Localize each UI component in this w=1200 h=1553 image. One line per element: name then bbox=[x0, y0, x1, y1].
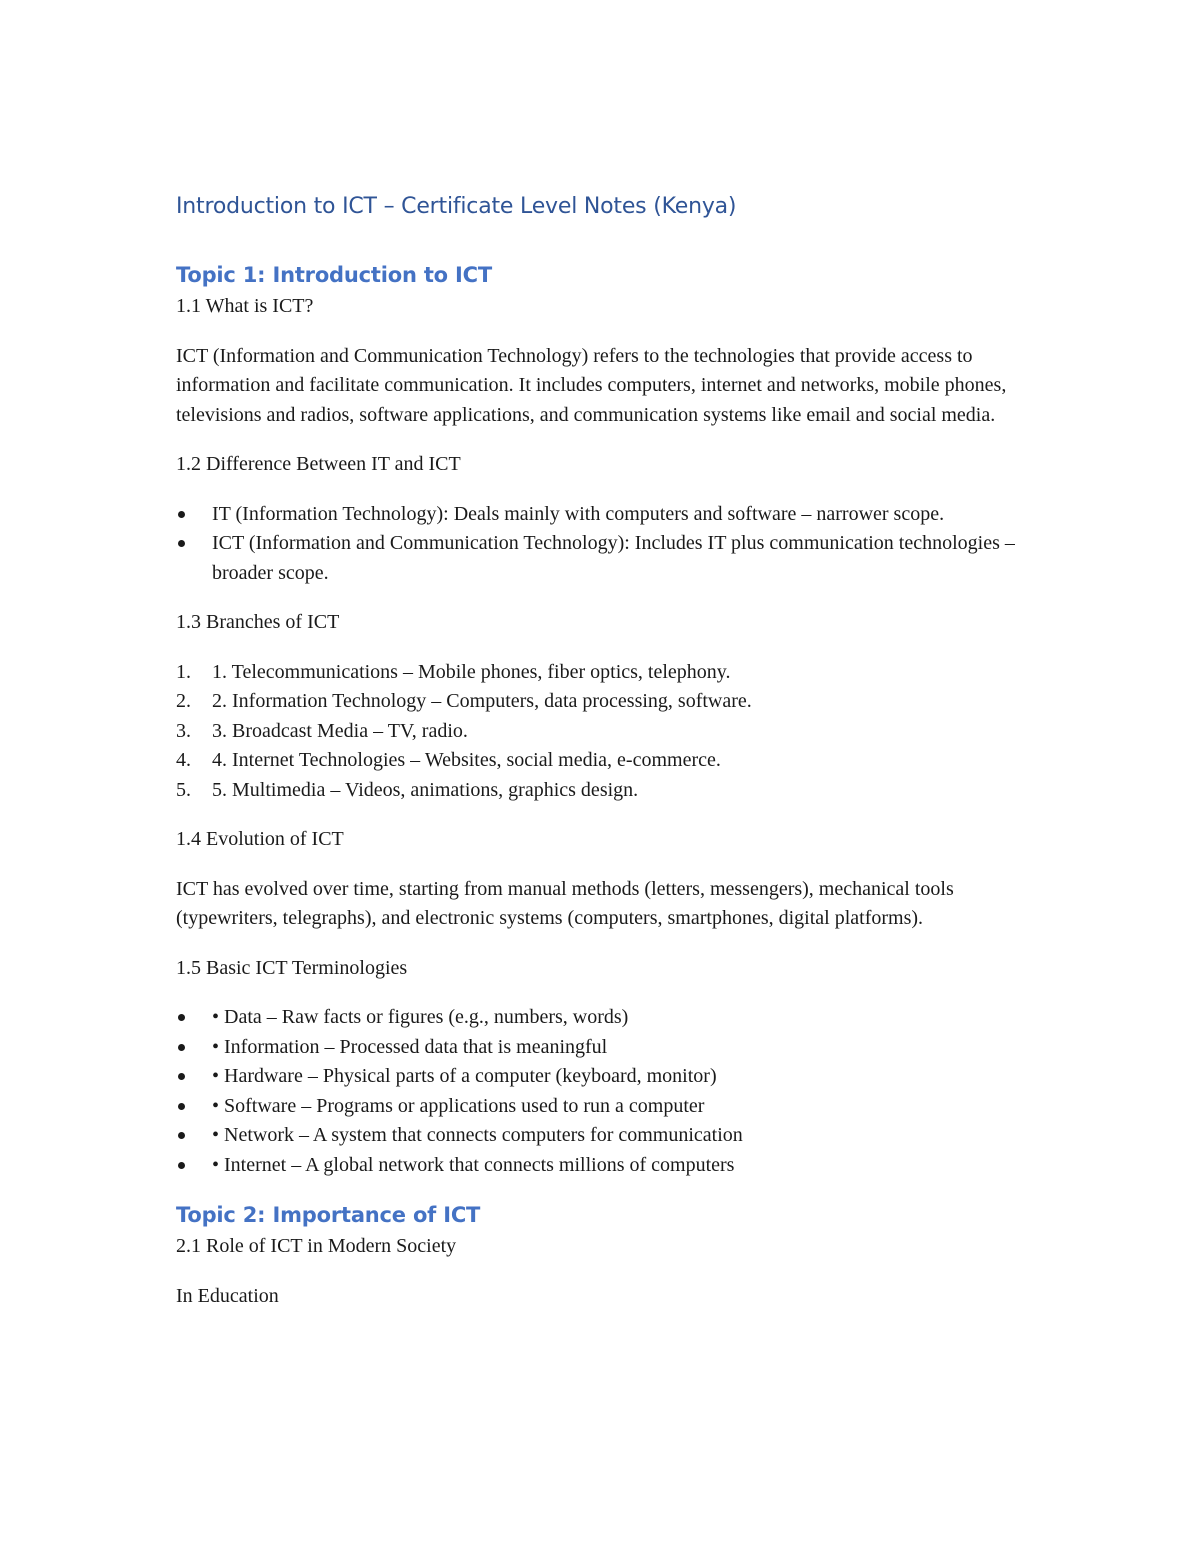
section-1-1-paragraph: ICT (Information and Communication Technology) refers to the technologies that provide access to information and facilitate communication. It includes computers, internet and networks, mobile phones, televisions and radios, software applications, and communication systems like email and social media. bbox=[176, 344, 1007, 426]
bullet-icon bbox=[178, 540, 185, 547]
section-1-3-list bbox=[176, 658, 1036, 806]
list-item-text: ICT (Information and Communication Technology): Includes IT plus communication technologies – broader scope. bbox=[212, 532, 1015, 584]
list-item bbox=[176, 776, 1036, 806]
list-item-text: • Network – A system that connects computers for communication bbox=[212, 1124, 743, 1146]
list-item bbox=[176, 1092, 1036, 1122]
section-1-2-list bbox=[176, 500, 1036, 589]
list-number: 3. bbox=[176, 719, 191, 742]
bullet-icon bbox=[178, 1073, 185, 1080]
section-2-1-heading: 2.1 Role of ICT in Modern Society bbox=[176, 1235, 457, 1257]
list-number: 2. bbox=[176, 690, 191, 712]
section-1-5-heading: 1.5 Basic ICT Terminologies bbox=[176, 956, 408, 979]
list-item bbox=[176, 658, 1036, 688]
list-item-text: • Software – Programs or applications used to run a computer bbox=[212, 1094, 705, 1117]
topic-2-heading: Topic 2: Importance of ICT bbox=[176, 1203, 481, 1227]
list-item-text: • Data – Raw facts or figures (e.g., numbers, words) bbox=[212, 1006, 629, 1028]
section-1-4-heading: 1.4 Evolution of ICT bbox=[176, 828, 344, 850]
bullet-icon bbox=[178, 511, 185, 518]
list-item bbox=[176, 1151, 1036, 1181]
list-item bbox=[176, 529, 1036, 588]
list-item bbox=[176, 746, 1036, 776]
list-item-text: 3. Broadcast Media – TV, radio. bbox=[212, 719, 468, 742]
section-1-2-heading: 1.2 Difference Between IT and ICT bbox=[176, 453, 461, 475]
section-1-1-heading: 1.1 What is ICT? bbox=[176, 295, 314, 317]
document-page bbox=[176, 190, 1036, 1331]
bullet-icon bbox=[178, 1162, 185, 1169]
list-item-text: • Internet – A global network that connects millions of computers bbox=[212, 1153, 735, 1176]
section-2-1-subheading: In Education bbox=[176, 1284, 279, 1307]
list-item bbox=[176, 1033, 1036, 1063]
section-1-5-list bbox=[176, 1003, 1036, 1180]
bullet-icon bbox=[178, 1103, 185, 1110]
bullet-icon bbox=[178, 1014, 185, 1021]
list-item-text: IT (Information Technology): Deals mainly with computers and software – narrower scope. bbox=[212, 502, 945, 525]
section-1-4-paragraph: ICT has evolved over time, starting from manual methods (letters, messengers), mechanical tools (typewriters, telegraphs), and electronic systems (computers, smartphones, digital platforms). bbox=[176, 877, 954, 929]
section-1-3-heading: 1.3 Branches of ICT bbox=[176, 611, 340, 633]
list-item-text: 1. Telecommunications – Mobile phones, fiber optics, telephony. bbox=[212, 660, 731, 683]
list-item bbox=[176, 1121, 1036, 1151]
document-title: Introduction to ICT – Certificate Level Notes (Kenya) bbox=[176, 194, 737, 219]
list-number: 1. bbox=[176, 660, 191, 683]
list-number: 5. bbox=[176, 778, 191, 801]
list-item-text: 5. Multimedia – Videos, animations, graphics design. bbox=[212, 778, 639, 801]
list-item bbox=[176, 500, 1036, 530]
list-item-text: 2. Information Technology – Computers, data processing, software. bbox=[212, 690, 752, 712]
list-item bbox=[176, 1003, 1036, 1033]
list-item-text: 4. Internet Technologies – Websites, social media, e-commerce. bbox=[212, 749, 721, 771]
list-item-text: • Information – Processed data that is meaningful bbox=[212, 1035, 608, 1058]
list-item-text: • Hardware – Physical parts of a computer (keyboard, monitor) bbox=[212, 1065, 717, 1087]
topic-1-heading: Topic 1: Introduction to ICT bbox=[176, 263, 492, 287]
bullet-icon bbox=[178, 1132, 185, 1139]
list-item bbox=[176, 687, 1036, 717]
list-item bbox=[176, 717, 1036, 747]
list-number: 4. bbox=[176, 749, 191, 771]
bullet-icon bbox=[178, 1044, 185, 1051]
list-item bbox=[176, 1062, 1036, 1092]
